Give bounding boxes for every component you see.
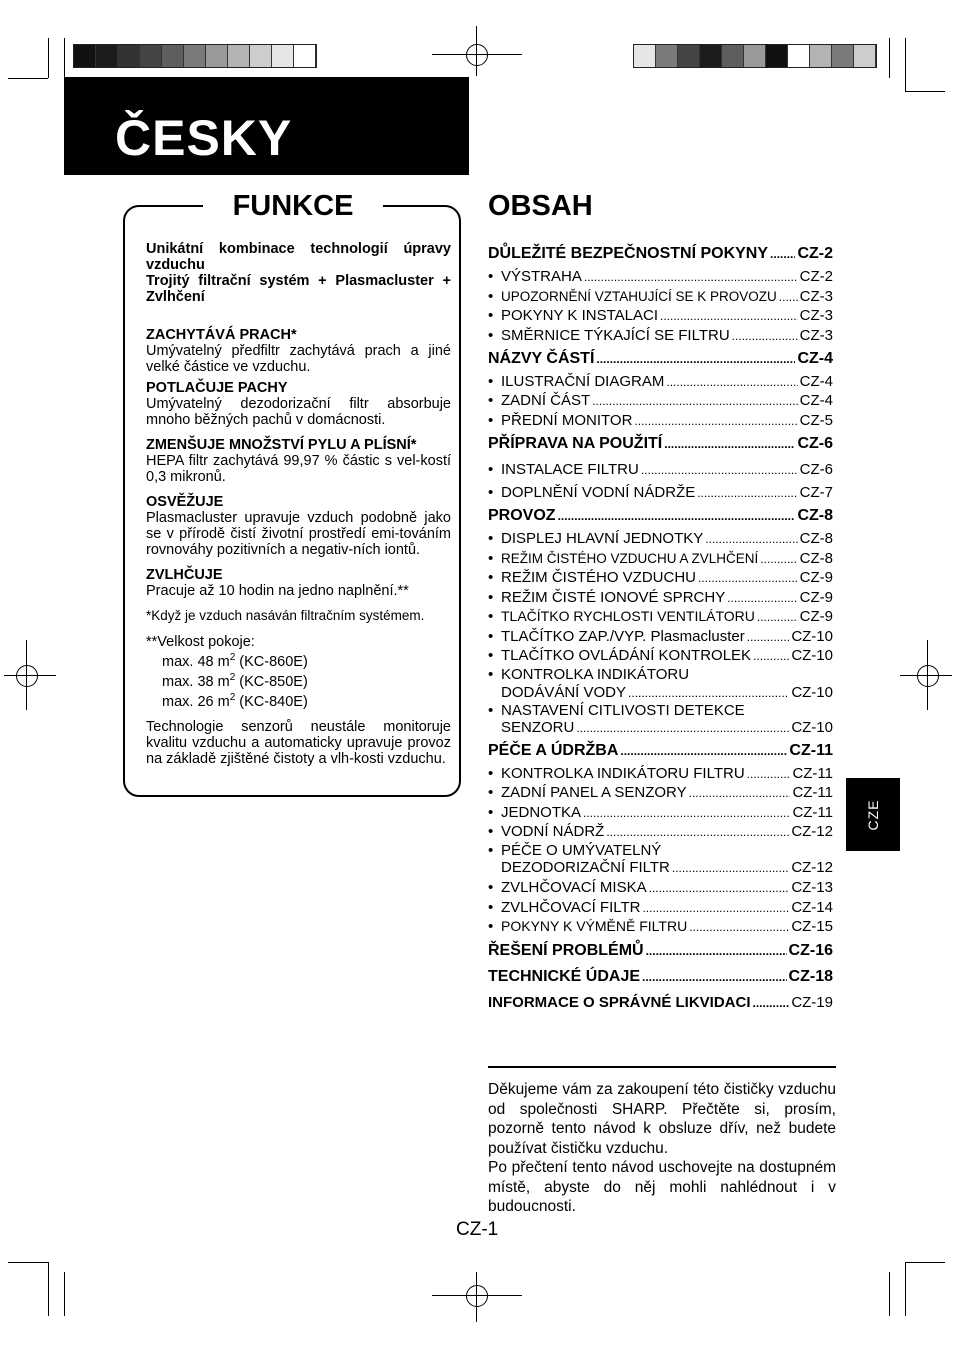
- toc-entry[interactable]: PÉČE A ÚDRŽBA ..... CZ-11: [488, 741, 833, 761]
- toc-entry[interactable]: DŮLEŽITÉ BEZPEČNOSTNÍ POKYNY ..... CZ-2: [488, 244, 833, 264]
- crop-mark: [64, 38, 65, 78]
- toc-entry[interactable]: SENZORU ..... CZ-10: [488, 718, 833, 738]
- toc-entry[interactable]: • INSTALACE FILTRU ..... CZ-6: [488, 460, 833, 480]
- registration-mark: [900, 675, 952, 676]
- toc-bullet: •: [488, 702, 494, 719]
- toc-entry[interactable]: • DISPLEJ HLAVNÍ JEDNOTKY ..... CZ-8: [488, 529, 833, 549]
- toc-entry[interactable]: • JEDNOTKA ..... CZ-11: [488, 803, 833, 823]
- feature-text: Umývatelný předfiltr zachytává prach a jiné velké částice ve vzduchu.: [146, 343, 451, 375]
- toc-entry[interactable]: TECHNICKÉ ÚDAJE ..... CZ-18: [488, 967, 833, 987]
- toc-bullet: •: [488, 842, 494, 859]
- toc-entry-line: KONTROLKA INDIKÁTORU: [501, 666, 690, 683]
- feature-text: Umývatelný dezodorizační filtr absorbuje mnoho běžných pachů v domácnosti.: [146, 396, 451, 428]
- thank-you-note: [488, 1080, 836, 1217]
- toc-entry[interactable]: PROVOZ ..... CZ-8: [488, 506, 833, 526]
- crop-mark: [8, 78, 48, 79]
- feature-text: HEPA filtr zachytává 99,97 % částic s vel-kostí 0,3 mikronů.: [146, 453, 451, 485]
- registration-mark: [466, 44, 488, 66]
- registration-mark: [26, 640, 27, 710]
- feature-heading: POTLAČUJE PACHY: [146, 380, 288, 396]
- toc-entry[interactable]: • SMĚRNICE TÝKAJÍCÍ SE FILTRU ..... CZ-3: [488, 326, 833, 346]
- registration-mark: [16, 665, 38, 687]
- toc-entry-line: PÉČE O UMÝVATELNÝ: [501, 842, 662, 859]
- registration-mark: [917, 665, 939, 687]
- toc-entry[interactable]: • ZADNÍ ČÁST ..... CZ-4: [488, 391, 833, 411]
- toc-entry[interactable]: • REŽIM ČISTÉ IONOVÉ SPRCHY ..... CZ-9: [488, 588, 833, 608]
- crop-mark: [905, 91, 945, 92]
- toc-entry[interactable]: • VÝSTRAHA ..... CZ-2: [488, 267, 833, 287]
- room-size: max. 48 $m^2$ (KC-860E): [162, 652, 308, 670]
- color-calibration-bar-left: [73, 44, 317, 68]
- toc-entry[interactable]: • ZVLHČOVACÍ MISKA ..... CZ-13: [488, 878, 833, 898]
- page-number: CZ-1: [456, 1219, 499, 1240]
- language-side-tab: CZE: [846, 778, 900, 851]
- crop-mark: [64, 1272, 65, 1316]
- toc-entry[interactable]: • POKYNY K INSTALACI ..... CZ-3: [488, 306, 833, 326]
- registration-mark: [476, 1272, 477, 1322]
- crop-mark: [889, 1272, 890, 1316]
- room-size: max. 38 $m^2$ (KC-850E): [162, 671, 308, 690]
- toc-entry[interactable]: • DOPLNĚNÍ VODNÍ NÁDRŽE ..... CZ-7: [488, 483, 833, 503]
- feature-heading: ZVLHČUJE: [146, 567, 223, 583]
- feature-heading: OSVĚŽUJE: [146, 494, 224, 510]
- intro-line: Trojitý filtrační systém + Plasmacluster + Zvlhčení: [146, 273, 451, 305]
- features-content: [146, 241, 451, 767]
- registration-mark: [4, 675, 56, 676]
- color-calibration-bar-right: [633, 44, 877, 68]
- feature-heading: ZACHYTÁVÁ PRACH*: [146, 327, 297, 343]
- intro-line: Unikátní kombinace technologií úpravy vzduchu: [146, 241, 451, 273]
- divider: [488, 1066, 836, 1068]
- toc-entry[interactable]: • TLAČÍTKO OVLÁDÁNÍ KONTROLEK ..... CZ-10: [488, 646, 833, 666]
- toc-entry[interactable]: • ZADNÍ PANEL A SENZORY ..... CZ-11: [488, 783, 833, 803]
- thank-you-paragraph: Po přečtení tento návod uschovejte na dostupném místě, abyste do něj mohli nahlédnout i v budoucnosti.: [488, 1159, 836, 1215]
- toc-entry[interactable]: • POKYNY K VÝMĚNĚ FILTRU ..... CZ-15: [488, 917, 833, 937]
- toc-entry[interactable]: • KONTROLKA INDIKÁTORU FILTRU ..... CZ-11: [488, 764, 833, 784]
- registration-mark: [466, 1285, 488, 1307]
- toc-entry[interactable]: ŘEŠENÍ PROBLÉMŮ ..... CZ-16: [488, 941, 833, 961]
- toc-bullet: •: [488, 666, 494, 683]
- toc-entry[interactable]: • TLAČÍTKO ZAP./VYP. Plasmacluster ..... CZ-10: [488, 627, 833, 647]
- footnote: **Velkost pokoje:: [146, 634, 255, 650]
- crop-mark: [905, 1262, 945, 1263]
- toc-entry[interactable]: PŘÍPRAVA NA POUŽITÍ ..... CZ-6: [488, 434, 833, 454]
- crop-mark: [905, 38, 906, 91]
- registration-mark: [432, 1295, 522, 1296]
- feature-text: Pracuje až 10 hodin na jedno naplnění.**: [146, 583, 409, 599]
- toc-entry[interactable]: • PŘEDNÍ MONITOR ..... CZ-5: [488, 411, 833, 431]
- language-title: ČESKY: [115, 110, 293, 166]
- feature-heading: ZMENŠUJE MNOŽSTVÍ PYLU A PLÍSNÍ*: [146, 437, 417, 453]
- crop-mark: [48, 38, 49, 78]
- registration-mark: [476, 26, 477, 76]
- registration-mark: [432, 54, 522, 55]
- toc-entry[interactable]: • VODNÍ NÁDRŽ ..... CZ-12: [488, 822, 833, 842]
- crop-mark: [905, 1262, 906, 1316]
- feature-closing: Technologie senzorů neustále monitoruje kvalitu vzduchu a automaticky upravuje provoz na základě zjištěné čistoty a vlh-kosti vzduchu.: [146, 719, 451, 768]
- crop-mark: [889, 38, 890, 78]
- toc-entry[interactable]: • ZVLHČOVACÍ FILTR ..... CZ-14: [488, 898, 833, 918]
- feature-text: Plasmacluster upravuje vzduch podobně jako se v přírodě čistí životní prostředí emi-továním rovnováhy pozitivních a negativ-ních iontů.: [146, 510, 451, 558]
- toc-entry[interactable]: DEZODORIZAČNÍ FILTR ..... CZ-12: [488, 858, 833, 878]
- toc-entry[interactable]: INFORMACE O SPRÁVNÉ LIKVIDACI ..... CZ-19: [488, 993, 833, 1013]
- features-title: FUNKCE: [203, 186, 383, 226]
- toc-entry[interactable]: • ILUSTRAČNÍ DIAGRAM ..... CZ-4: [488, 372, 833, 392]
- crop-mark: [48, 1262, 49, 1316]
- thank-you-paragraph: Děkujeme vám za zakoupení této čističky vzduchu od společnosti SHARP. Přečtěte si, prosím, pozorně tento návod k obsluze dřív, než budete používat čističku vzduchu.: [488, 1081, 836, 1157]
- contents-title: OBSAH: [488, 190, 593, 222]
- toc-entry[interactable]: • REŽIM ČISTÉHO VZDUCHU A ZVLHČENÍ ..... CZ-8: [488, 549, 833, 569]
- room-size: max. 26 $m^2$ (KC-840E): [162, 691, 308, 710]
- footnote: *Když je vzduch nasáván filtračním systémem.: [146, 608, 425, 623]
- toc-entry-line: NASTAVENÍ CITLIVOSTI DETEKCE: [501, 702, 745, 719]
- toc-entry[interactable]: • UPOZORNĚNÍ VZTAHUJÍCÍ SE K PROVOZU ..... CZ-3: [488, 287, 833, 307]
- crop-mark: [8, 1262, 48, 1263]
- toc-entry[interactable]: • REŽIM ČISTÉHO VZDUCHU ..... CZ-9: [488, 568, 833, 588]
- toc-entry[interactable]: DODÁVÁNÍ VODY ..... CZ-10: [488, 683, 833, 703]
- toc-entry[interactable]: NÁZVY ČÁSTÍ ..... CZ-4: [488, 349, 833, 369]
- toc-entry[interactable]: • TLAČÍTKO RYCHLOSTI VENTILÁTORU ..... CZ-9: [488, 607, 833, 627]
- registration-mark: [927, 640, 928, 710]
